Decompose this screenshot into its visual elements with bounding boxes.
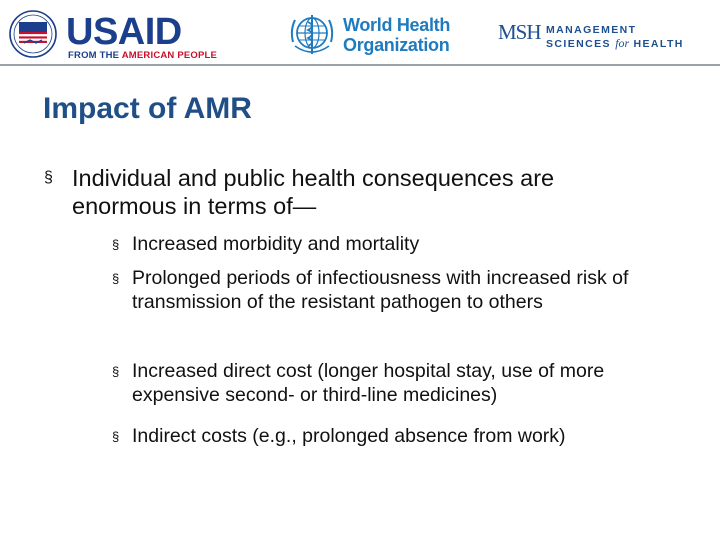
usaid-tagline (68, 50, 217, 61)
sub-bullet (112, 360, 692, 407)
msh-mark: MSH (498, 20, 541, 44)
bullet-icon: § (44, 169, 53, 186)
who-logo (287, 12, 457, 56)
msh-name-line2-a: SCIENCES (546, 38, 616, 50)
sub-bullet-text: Increased morbidity and mortality (132, 233, 420, 255)
msh-name (546, 24, 684, 51)
sub-bullet (112, 267, 692, 314)
who-name-line2: Organization (343, 35, 450, 55)
msh-name-line2 (546, 37, 684, 51)
who-emblem-icon (287, 12, 337, 58)
usaid-wordmark: USAID (66, 11, 182, 53)
sub-bullet-text: Indirect costs (e.g., prolonged absence from work) (132, 425, 566, 447)
sub-bullet-icon: § (112, 237, 120, 252)
msh-name-line2-b: HEALTH (629, 38, 684, 50)
sub-bullet (112, 233, 692, 257)
msh-name-line1: MANAGEMENT (546, 24, 637, 36)
usaid-tagline-b: AMERICAN PEOPLE (121, 50, 218, 61)
logo-header (0, 0, 720, 66)
who-name (343, 15, 450, 55)
msh-name-line2-for: for (615, 36, 630, 50)
msh-logo (498, 14, 708, 54)
sub-bullet-text: Prolonged periods of infectiousness with increased risk of transmission of the resistant pathogen to others (132, 267, 629, 313)
sub-bullet-icon: § (112, 271, 120, 286)
usaid-logo (8, 10, 248, 61)
usaid-seal-icon (8, 10, 58, 58)
slide-title: Impact of AMR (43, 92, 252, 125)
sub-bullet-text: Increased direct cost (longer hospital stay, use of more expensive second- or third-line medicines) (132, 360, 605, 406)
who-name-line1: World Health (343, 15, 451, 35)
sub-bullet-icon: § (112, 364, 120, 379)
bullet-main (44, 164, 664, 220)
sub-bullet-icon: § (112, 429, 120, 444)
bullet-main-text: Individual and public health consequences are enormous in terms of— (72, 165, 555, 219)
sub-bullet (112, 425, 692, 449)
header-divider (0, 64, 720, 66)
usaid-tagline-a: FROM THE (68, 50, 122, 61)
